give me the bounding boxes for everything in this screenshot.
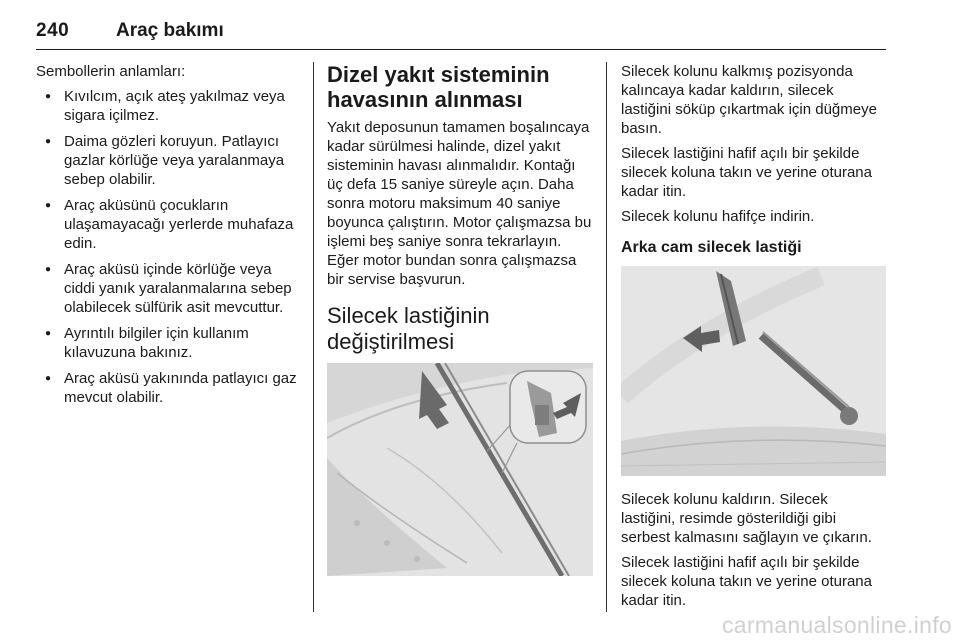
symbol-list	[36, 87, 301, 407]
section-heading-wiper: Silecek lastiğinin değiştirilmesi	[327, 303, 490, 354]
wiper-step-2: Silecek lastiğini hafif açılı bir şekilde silecek koluna takın ve yerine oturana kadar itin.	[621, 145, 872, 200]
header-rule	[36, 49, 886, 50]
diesel-paragraph: Yakıt deposunun tamamen boşalıncaya kadar sürülmesi halinde, dizel yakıt sisteminin havası alınmalıdır. Kontağı üç defa 15 saniye süreyle açın. Daha sonra motoru maksimum 40 saniye boyunca çalıştırın. Motor çalışmazsa bu işlemi beş saniye sonra tekrarlayın. Eğer motor bundan sonra çalışmazsa bir servise başvurun.	[327, 119, 592, 288]
symbols-intro: Sembollerin anlamları:	[36, 63, 186, 80]
column-1	[36, 62, 301, 414]
wiper-step-3: Silecek kolunu hafifçe indirin.	[621, 208, 815, 225]
rear-wiper-drawing	[621, 266, 886, 476]
column-divider-1	[313, 62, 314, 612]
list-item: ● Araç aküsü yakınında patlayıcı gaz mevcut olabilir.	[36, 369, 301, 407]
page-header	[36, 20, 886, 54]
list-item: ● Kıvılcım, açık ateş yakılmaz veya sigara içilmez.	[36, 87, 301, 125]
watermark-url: carmanualsonline.info	[721, 612, 952, 638]
column-2	[327, 62, 593, 576]
page-number: 240	[36, 20, 70, 41]
wiper-step-1: Silecek kolunu kalkmış pozisyonda kalıncaya kadar kaldırın, silecek lastiğini söküp çıkartmak için düğmeye basın.	[621, 63, 877, 137]
chapter-title: Araç bakımı	[116, 20, 224, 41]
rear-wiper-illustration	[621, 266, 886, 476]
rear-wiper-step-2: Silecek lastiğini hafif açılı bir şekilde silecek koluna takın ve yerine oturana kadar itin.	[621, 554, 872, 609]
front-wiper-drawing	[327, 363, 593, 576]
column-divider-2	[606, 62, 607, 612]
section-heading-diesel: Dizel yakıt sisteminin havasının alınması	[327, 62, 550, 112]
rear-wiper-step-1: Silecek kolunu kaldırın. Silecek lastiğini, resimde gösterildiği gibi serbest kalmasını sağlayın ve çıkarın.	[621, 491, 872, 546]
list-item: ● Araç aküsünü çocukların ulaşamayacağı yerlerde muhafaza edin.	[36, 196, 301, 253]
list-item: ● Araç aküsü içinde körlüğe veya ciddi yanık yaralanmalarına sebep olabilecek sülfürik asit mevcuttur.	[36, 260, 301, 317]
rear-wiper-heading: Arka cam silecek lastiği	[621, 239, 802, 256]
front-wiper-illustration	[327, 363, 593, 576]
list-item: ● Daima gözleri koruyun. Patlayıcı gazlar körlüğe veya yaralanmaya sebep olabilir.	[36, 132, 301, 189]
column-3	[621, 62, 886, 616]
list-item: ● Ayrıntılı bilgiler için kullanım kılavuzuna bakınız.	[36, 324, 301, 362]
